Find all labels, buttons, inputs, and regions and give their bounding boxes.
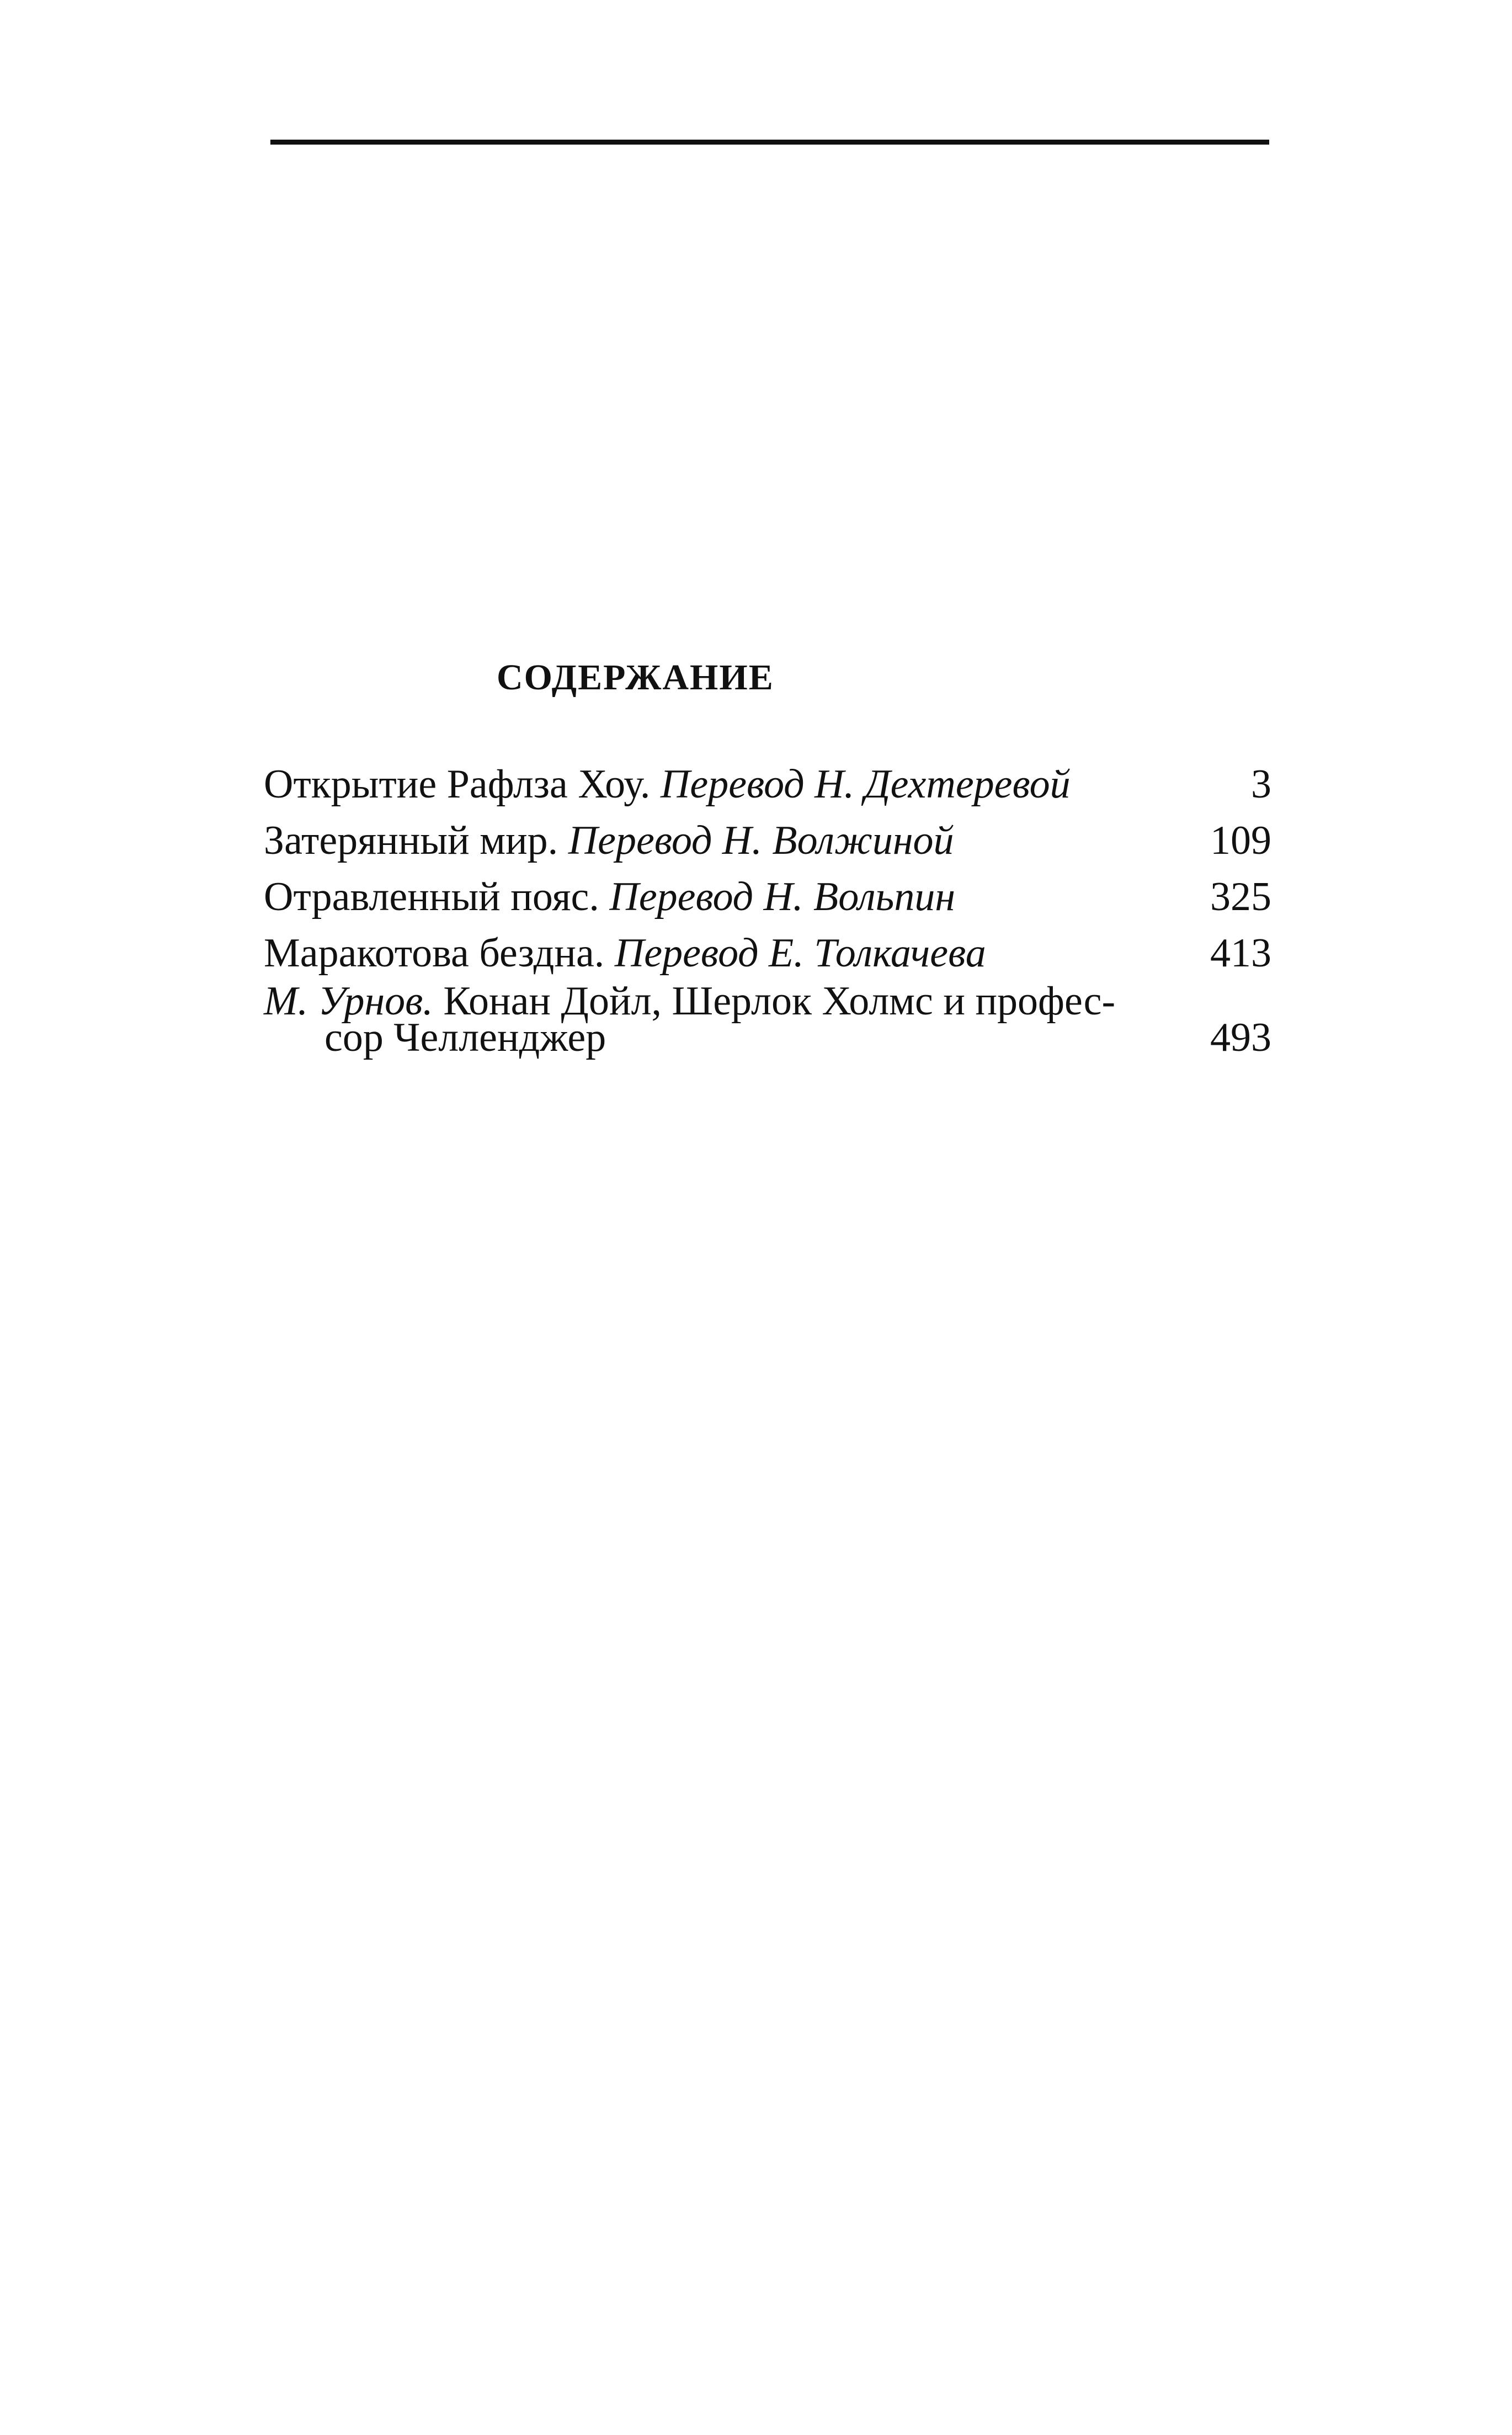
toc-entry-text: [264, 756, 1071, 812]
toc-entry[interactable]: [264, 925, 1271, 981]
toc-entry-text: [264, 812, 954, 869]
toc-entry-translator: Перевод Н. Волжиной: [568, 818, 954, 863]
toc-entry-page: 493: [1210, 1015, 1271, 1060]
toc-entry-page: 325: [1210, 874, 1271, 919]
toc-entry-title: Отравленный пояс.: [264, 874, 599, 919]
toc-entry-page: 109: [1210, 818, 1271, 863]
table-of-contents: [264, 756, 1271, 1060]
toc-entry-afterword[interactable]: [264, 979, 1271, 1060]
toc-entry-title: Открытие Рафлза Хоу.: [264, 762, 651, 807]
toc-entry-title: Затерянный мир.: [264, 818, 558, 863]
toc-entry-translator: Перевод Е. Толкачева: [614, 931, 986, 976]
toc-entry-translator: Перевод Н. Дехтеревой: [660, 762, 1071, 807]
toc-entry-text: [264, 869, 955, 925]
toc-entry[interactable]: [264, 756, 1271, 812]
top-rule: [270, 140, 1269, 145]
toc-entry-translator: Перевод Н. Вольпин: [609, 874, 956, 919]
toc-entry-page: 3: [1251, 762, 1271, 807]
toc-entry[interactable]: [264, 812, 1271, 869]
toc-entry[interactable]: [264, 869, 1271, 925]
afterword-title-line-2: сор Челленджер: [324, 1015, 606, 1060]
page-title: СОДЕРЖАНИЕ: [497, 657, 774, 698]
afterword-author: М. Урнов.: [264, 979, 433, 1024]
toc-entry-title: Маракотова бездна.: [264, 931, 605, 976]
afterword-title-line-1: Конан Дойл, Шерлок Холмс и профес-: [443, 979, 1116, 1024]
toc-entry-page: 413: [1210, 931, 1271, 976]
toc-entry-text: [264, 925, 986, 981]
